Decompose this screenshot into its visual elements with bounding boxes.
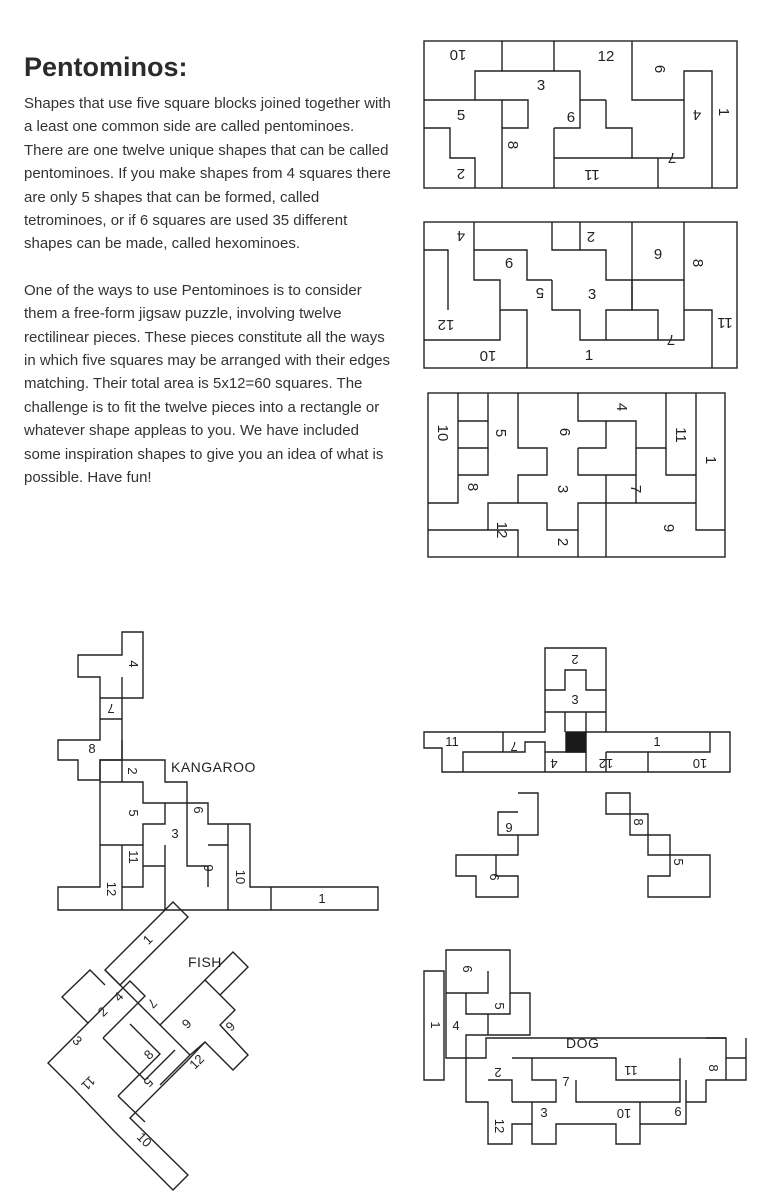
piece-number: 11: [717, 314, 733, 331]
dog-head-outline: [446, 950, 530, 1058]
piece-number: 5: [492, 428, 509, 438]
piece-number: 11: [445, 734, 459, 749]
rect2-piece-edge: [424, 250, 448, 310]
piece-number: 11: [624, 1063, 638, 1078]
piece-number: 12: [598, 756, 614, 771]
rect1-piece-edge: [475, 100, 502, 128]
rect2-piece-edge: [424, 310, 500, 340]
piece-number: 3: [536, 77, 546, 94]
dog-inner-edge: [488, 1038, 726, 1124]
shape-labels: [171, 759, 599, 1051]
piece-number: 2: [554, 537, 571, 547]
piece-number: 2: [94, 1003, 111, 1020]
piece-number: 6: [504, 255, 514, 272]
piece-number: 3: [540, 1105, 548, 1120]
piece-number: 7: [627, 484, 644, 494]
wing-right-outline: [606, 793, 710, 897]
piece-number: 3: [554, 484, 571, 494]
piece-number: 12: [597, 48, 615, 65]
piece-number: 1: [428, 1021, 443, 1029]
piece-number: 12: [186, 1051, 208, 1073]
rect1-piece-edge: [554, 71, 606, 100]
rect3-piece-edge: [606, 448, 636, 475]
piece-number: 7: [666, 331, 676, 348]
piece-number: 11: [672, 427, 689, 443]
filled-square: [566, 732, 586, 752]
rect1-piece-edge: [424, 128, 475, 188]
piece-number: 1: [139, 931, 156, 948]
piece-number: 1: [653, 734, 661, 749]
kangaroo-inner-edge: [100, 677, 122, 760]
piece-number: 11: [126, 850, 141, 864]
piece-number: 8: [631, 818, 646, 826]
rect1-piece-edge: [502, 100, 528, 158]
piece-number: 3: [69, 1032, 86, 1049]
shape-numbers: [69, 652, 721, 1150]
piece-number: 6: [556, 427, 573, 437]
piece-number: 4: [550, 756, 558, 771]
piece-number: 3: [587, 286, 597, 303]
piece-number: 1: [715, 107, 732, 117]
piece-number: 11: [78, 1073, 99, 1094]
piece-number: 5: [535, 284, 545, 301]
rect3-piece-edge: [696, 475, 725, 530]
piece-number: 1: [584, 347, 594, 364]
butterfly-inner-edge: [463, 670, 710, 772]
piece-number: 10: [479, 347, 497, 364]
piece-number: 8: [706, 1064, 721, 1072]
rect2-piece-edge: [580, 250, 632, 280]
kangaroo-head-outline: [58, 632, 143, 780]
piece-number: 12: [492, 1118, 507, 1134]
piece-number: 10: [692, 756, 708, 771]
rect3-piece-edge: [578, 393, 606, 448]
rect3-piece-edge: [458, 393, 488, 421]
piece-number: 1: [318, 891, 326, 906]
piece-number: 4: [126, 660, 141, 668]
piece-number: 2: [494, 1065, 502, 1080]
piece-number: 5: [456, 107, 466, 124]
piece-number: 6: [487, 873, 502, 881]
intro-paragraph-2: One of the ways to use Pentominoes is to consider them a free-form jigsaw puzzle, involving twelve rectilinear pieces. These pieces constitute all the ways in which five squares may be arranged with their edges matching. Their total area is 5x12=60 squares. The challenge is to fit the twelve pieces into a rectangle or whatever shape appleas to you. We have included some inspiration shapes to give you an idea of what is possible. Have fun!: [24, 281, 391, 487]
piece-number: 2: [571, 652, 579, 667]
rect3-piece-edge: [458, 448, 488, 475]
wing-left-outline: [456, 793, 538, 897]
piece-number: 6: [222, 1018, 239, 1035]
piece-number: 11: [584, 166, 600, 183]
dog-body-outline: [466, 1038, 746, 1144]
piece-number: 4: [613, 402, 630, 412]
piece-number: 8: [504, 140, 521, 150]
rect3-piece-edge: [428, 393, 458, 503]
intro-paragraph-1: Shapes that use five square blocks joined together with a least one common side are called pentominoes. There are one twelve unique shapes that can be called pentominoes. If you make shapes from 4 squares there are only 5 shapes that can be formed, called tetrominoes, or if 6 squares are used 35 different shapes can be made, called hexominoes.: [24, 95, 391, 253]
piece-number: 2: [456, 165, 466, 182]
rect2-piece-edge: [684, 280, 712, 368]
rectangle-puzzle-2: [424, 222, 737, 368]
piece-number: 12: [437, 316, 455, 333]
piece-number: 5: [492, 1002, 507, 1010]
dog-label: DOG: [566, 1035, 600, 1051]
piece-number: 8: [88, 741, 96, 756]
piece-number: 6: [651, 64, 668, 74]
piece-number: 4: [456, 227, 466, 244]
piece-number: 7: [107, 701, 115, 716]
piece-number: 10: [133, 1129, 155, 1151]
piece-number: 8: [689, 258, 706, 268]
piece-number: 12: [493, 521, 510, 539]
piece-number: 4: [692, 106, 702, 123]
piece-number: 7: [510, 739, 518, 754]
piece-number: 7: [144, 995, 161, 1012]
piece-number: 6: [460, 965, 475, 973]
rect2-piece-edge: [474, 222, 527, 368]
piece-number: 5: [126, 809, 141, 817]
piece-number: 6: [191, 806, 206, 814]
rect1-piece-edge: [502, 41, 554, 71]
piece-number: 7: [667, 149, 677, 166]
kangaroo-label: KANGAROO: [171, 759, 256, 775]
piece-number: 10: [616, 1106, 632, 1121]
piece-number: 9: [201, 864, 216, 872]
piece-number: 2: [586, 228, 596, 245]
rectangle-puzzle-1: [424, 41, 737, 188]
page-title: Pentominos:: [24, 52, 188, 82]
rect2-piece-edge: [632, 222, 658, 340]
rect3-piece-edge: [458, 421, 488, 448]
piece-numbers: [434, 46, 733, 546]
piece-number: 9: [674, 1104, 682, 1119]
piece-number: 4: [110, 988, 127, 1005]
piece-number: 1: [702, 455, 719, 465]
piece-number: 8: [464, 482, 481, 492]
piece-number: 10: [233, 869, 248, 885]
piece-number: 9: [653, 246, 663, 263]
piece-number: 3: [571, 692, 579, 707]
piece-number: 9: [660, 523, 677, 533]
piece-number: 9: [505, 820, 513, 835]
piece-number: 10: [449, 46, 467, 63]
piece-number: 8: [140, 1046, 157, 1063]
piece-number: 5: [671, 858, 686, 866]
piece-number: 7: [562, 1074, 570, 1089]
piece-number: 12: [104, 881, 119, 897]
piece-number: 4: [452, 1018, 460, 1033]
piece-number: 2: [125, 767, 140, 775]
piece-number: 9: [178, 1015, 195, 1032]
piece-number: 10: [434, 424, 451, 442]
piece-number: 9: [566, 108, 576, 125]
rectangle-puzzle-3: [428, 393, 725, 557]
piece-number: 3: [171, 826, 179, 841]
fish-label: FISH: [188, 954, 222, 970]
piece-number: 5: [140, 1074, 157, 1091]
rect3-piece-edge: [606, 393, 666, 448]
rect2-piece-edge: [552, 222, 580, 250]
